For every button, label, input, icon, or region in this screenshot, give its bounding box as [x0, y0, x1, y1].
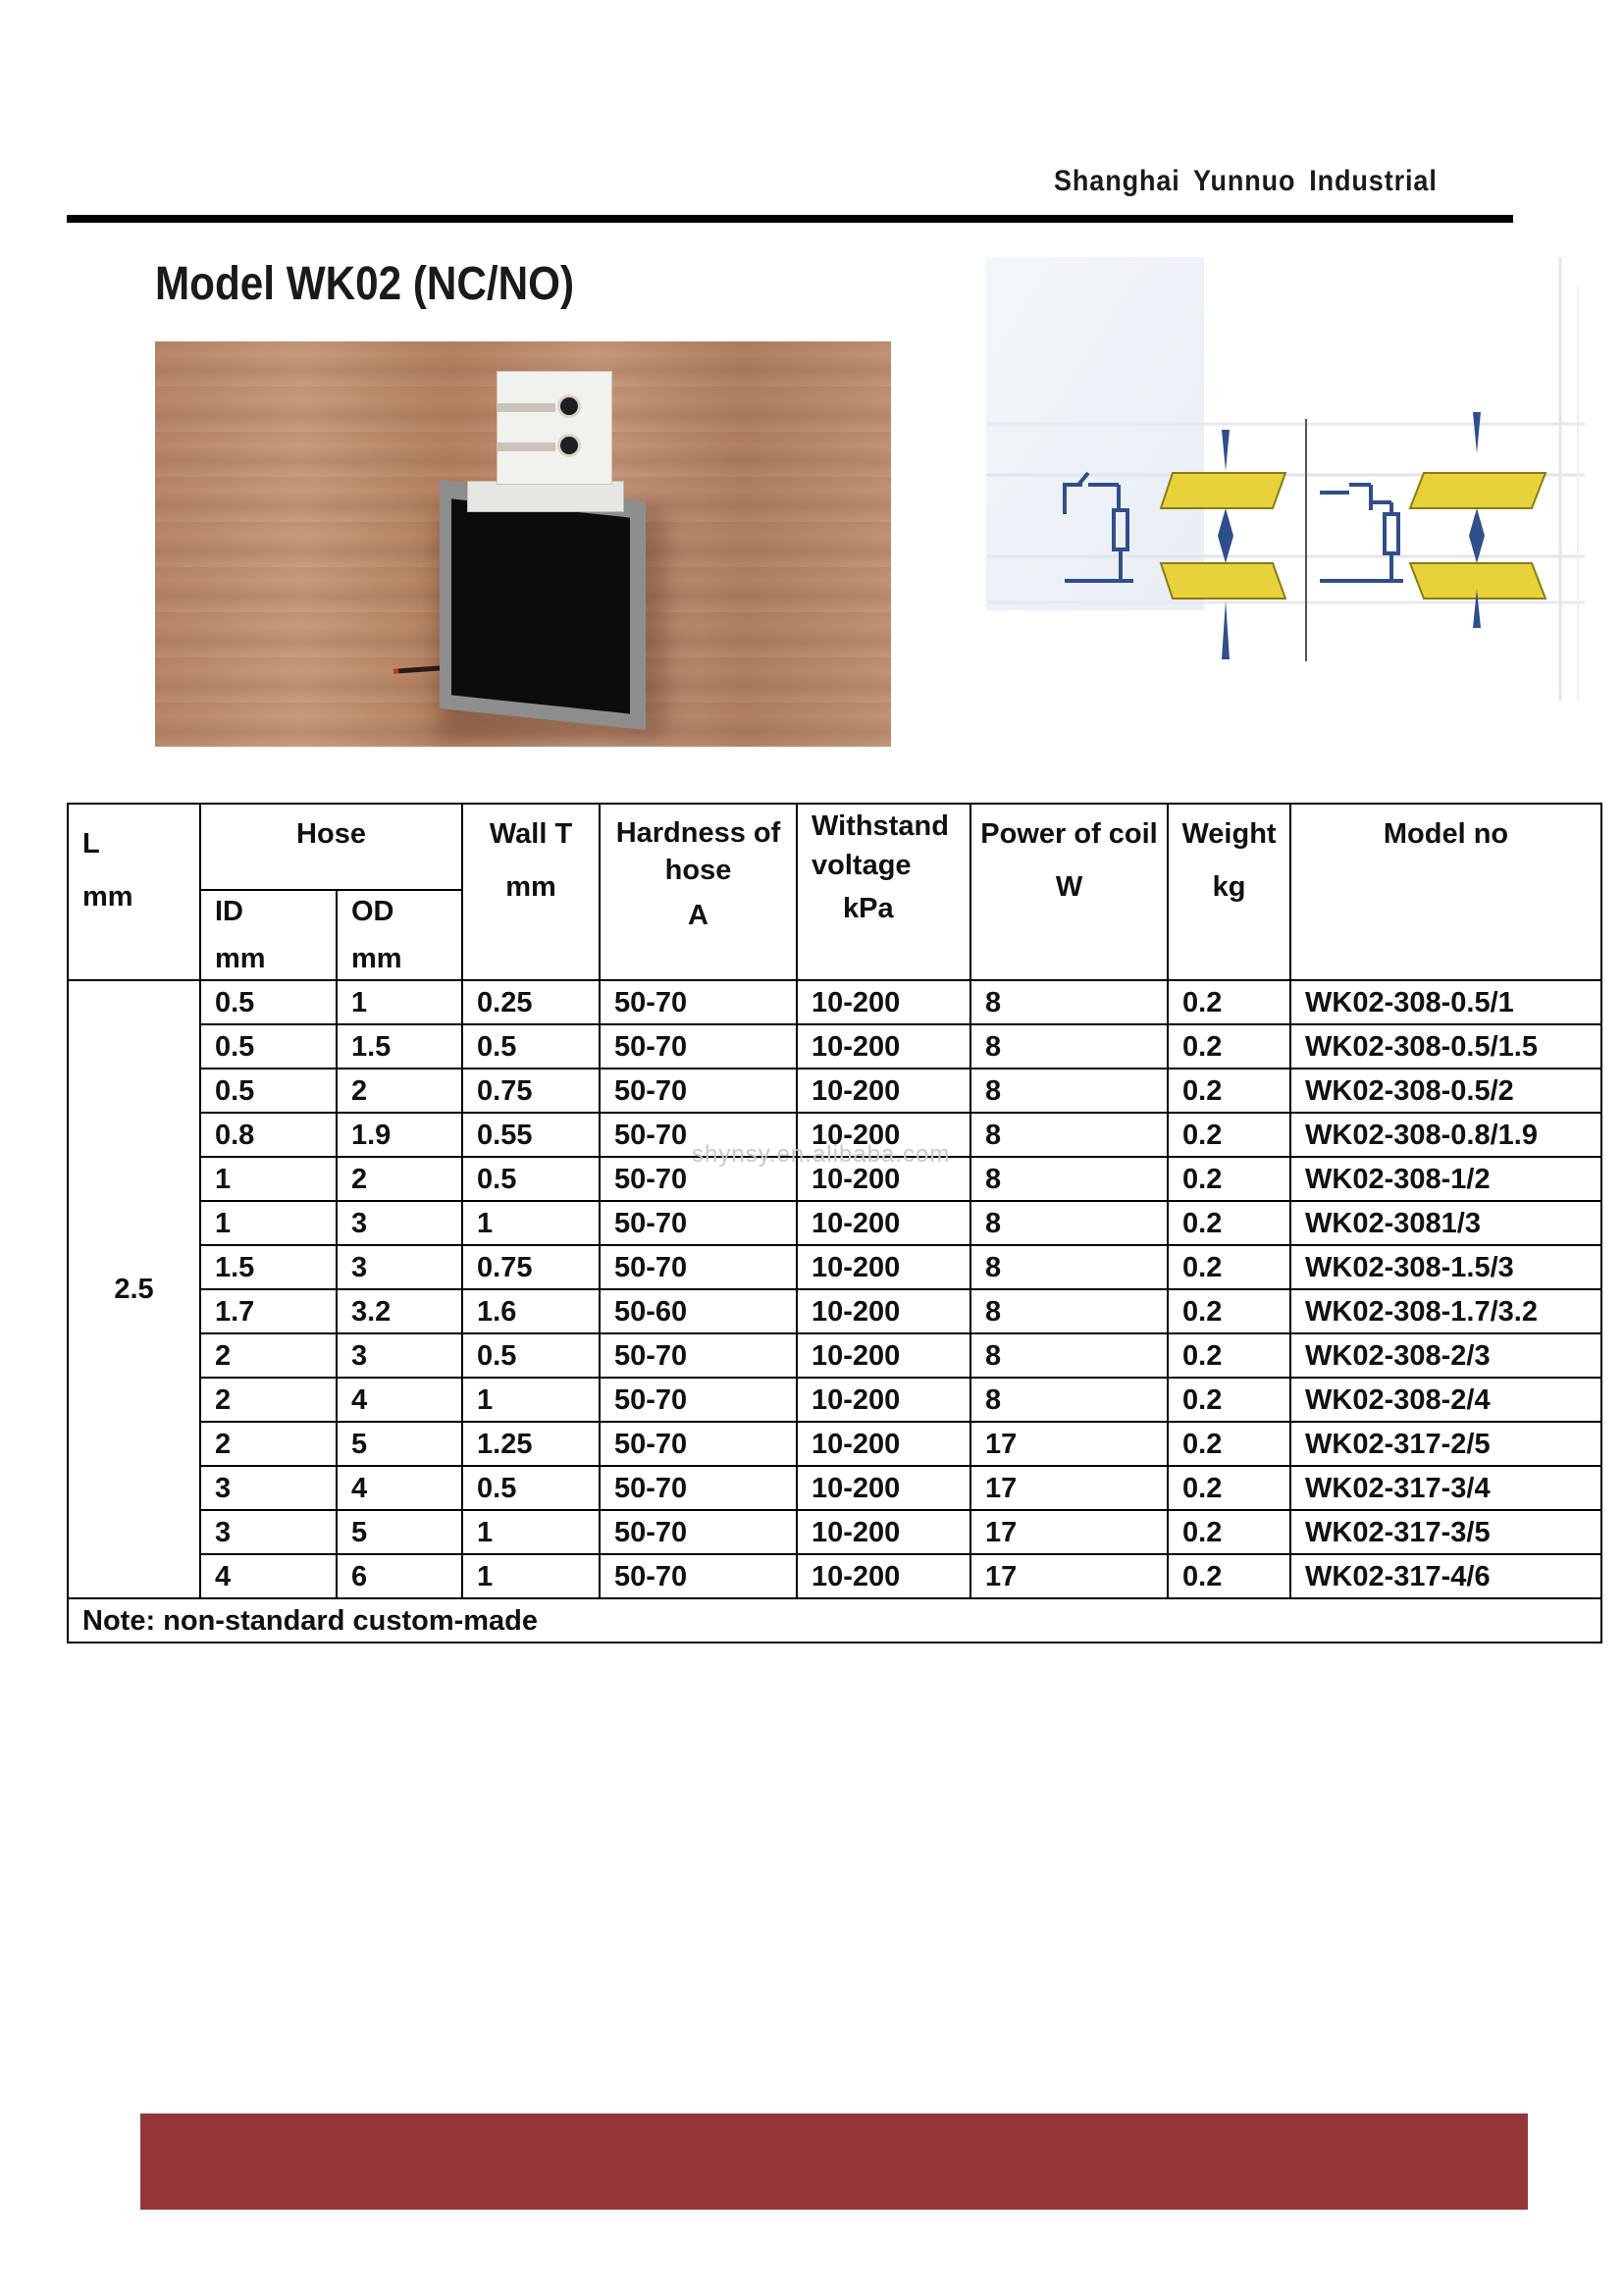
cell-weight: 0.2 [1168, 1113, 1290, 1157]
cell-id: 3 [200, 1510, 337, 1554]
header-od-label: OD [351, 896, 394, 927]
cell-model: WK02-308-2/4 [1290, 1378, 1601, 1422]
valve-collar [467, 481, 624, 512]
header-weight-label: Weight [1181, 818, 1277, 850]
header-od-unit: mm [351, 943, 402, 974]
header-wall-label: Wall T [489, 818, 573, 850]
cell-od: 3 [337, 1245, 462, 1289]
cell-wall: 1 [462, 1510, 600, 1554]
cell-hardness: 50-70 [600, 1378, 797, 1422]
header-hardness-unit: A [688, 900, 708, 931]
cell-id: 1.7 [200, 1289, 337, 1333]
cell-model: WK02-308-1.7/3.2 [1290, 1289, 1601, 1333]
cell-voltage: 10-200 [797, 1289, 970, 1333]
cell-model: WK02-317-2/5 [1290, 1422, 1601, 1466]
cell-od: 5 [337, 1510, 462, 1554]
header-voltage-label: Withstand voltage [812, 810, 949, 881]
hose-hole [557, 394, 581, 418]
header-rule [67, 215, 1513, 223]
cell-weight: 0.2 [1168, 1289, 1290, 1333]
cell-id: 0.5 [200, 1069, 337, 1113]
cell-model: WK02-308-0.5/2 [1290, 1069, 1601, 1113]
cell-id: 1.5 [200, 1245, 337, 1289]
cell-model: WK02-308-1.5/3 [1290, 1245, 1601, 1289]
page-title: Model WK02 (NC/NO) [155, 258, 575, 310]
cell-voltage: 10-200 [797, 1157, 970, 1201]
cell-power: 8 [970, 980, 1168, 1024]
spec-table [67, 803, 1602, 1643]
table-row [68, 1466, 1601, 1510]
table-note: Note: non-standard custom-made [68, 1598, 1601, 1643]
cell-hardness: 50-70 [600, 1201, 797, 1245]
cell-od: 4 [337, 1466, 462, 1510]
cell-power: 17 [970, 1510, 1168, 1554]
header-power [970, 804, 1168, 980]
cell-model: WK02-3081/3 [1290, 1201, 1601, 1245]
cell-weight: 0.2 [1168, 1466, 1290, 1510]
cell-power: 8 [970, 1113, 1168, 1157]
cell-voltage: 10-200 [797, 1378, 970, 1422]
cell-od: 3 [337, 1201, 462, 1245]
cell-hardness: 50-70 [600, 1069, 797, 1113]
cell-id: 4 [200, 1554, 337, 1598]
cell-power: 8 [970, 1024, 1168, 1069]
cell-hardness: 50-70 [600, 1245, 797, 1289]
cell-model: WK02-308-1/2 [1290, 1157, 1601, 1201]
header-power-unit: W [1055, 871, 1083, 903]
table-row [68, 1554, 1601, 1598]
cell-hardness: 50-70 [600, 1466, 797, 1510]
cell-model: WK02-308-0.5/1 [1290, 980, 1601, 1024]
cell-wall: 0.75 [462, 1069, 600, 1113]
cell-id: 0.8 [200, 1113, 337, 1157]
watermark: shynsy.en.alibaba.com [692, 1141, 951, 1168]
product-photo [155, 341, 891, 747]
table-row [68, 1201, 1601, 1245]
header-l-label: L [82, 828, 100, 860]
cell-voltage: 10-200 [797, 1069, 970, 1113]
cell-voltage: 10-200 [797, 1201, 970, 1245]
cell-wall: 1.25 [462, 1422, 600, 1466]
cell-id: 2 [200, 1378, 337, 1422]
header-od [337, 890, 462, 980]
cell-voltage: 10-200 [797, 1422, 970, 1466]
cell-voltage: 10-200 [797, 1510, 970, 1554]
cell-power: 17 [970, 1554, 1168, 1598]
cell-power: 17 [970, 1422, 1168, 1466]
cell-power: 8 [970, 1333, 1168, 1378]
cell-id: 1 [200, 1157, 337, 1201]
cell-hardness: 50-70 [600, 1554, 797, 1598]
cell-weight: 0.2 [1168, 1069, 1290, 1113]
cell-wall: 0.55 [462, 1113, 600, 1157]
cell-od: 1.5 [337, 1024, 462, 1069]
cell-weight: 0.2 [1168, 1554, 1290, 1598]
cell-hardness: 50-70 [600, 1157, 797, 1201]
cell-weight: 0.2 [1168, 1157, 1290, 1201]
cell-od: 1 [337, 980, 462, 1024]
header-model: Model no [1290, 804, 1601, 980]
cell-wall: 1 [462, 1201, 600, 1245]
no-valve-symbol [1410, 412, 1545, 628]
pinch-valve-diagram [986, 257, 1585, 701]
table-row [68, 1289, 1601, 1333]
cell-wall: 0.25 [462, 980, 600, 1024]
table-row [68, 1510, 1601, 1554]
cell-wall: 1 [462, 1554, 600, 1598]
cell-hardness: 50-60 [600, 1289, 797, 1333]
table-row [68, 1069, 1601, 1113]
header-id-label: ID [215, 896, 243, 927]
header-l [68, 804, 200, 980]
cell-model: WK02-308-0.8/1.9 [1290, 1113, 1601, 1157]
cell-weight: 0.2 [1168, 1333, 1290, 1378]
header-l-unit: mm [82, 881, 133, 913]
cell-model: WK02-317-3/4 [1290, 1466, 1601, 1510]
company-name: Shanghai Yunnuo Industrial [1054, 165, 1438, 197]
cell-wall: 0.5 [462, 1333, 600, 1378]
table-row [68, 1378, 1601, 1422]
table-row [68, 980, 1601, 1024]
clamp-slot [497, 443, 555, 451]
note-row [68, 1598, 1601, 1643]
cell-power: 8 [970, 1201, 1168, 1245]
header-weight-unit: kg [1212, 871, 1246, 903]
cell-id: 2 [200, 1422, 337, 1466]
cell-power: 8 [970, 1069, 1168, 1113]
cell-voltage: 10-200 [797, 1024, 970, 1069]
l-value: 2.5 [68, 980, 200, 1598]
cell-wall: 1 [462, 1378, 600, 1422]
header-wall [462, 804, 600, 980]
header-voltage-unit: kPa [843, 893, 894, 924]
cell-voltage: 10-200 [797, 980, 970, 1024]
cell-power: 17 [970, 1466, 1168, 1510]
cell-od: 6 [337, 1554, 462, 1598]
cell-weight: 0.2 [1168, 1024, 1290, 1069]
cell-voltage: 10-200 [797, 1113, 970, 1157]
no-switch-symbol [1320, 485, 1403, 581]
cell-id: 1 [200, 1201, 337, 1245]
cell-od: 5 [337, 1422, 462, 1466]
hose-clamp-block [497, 371, 612, 485]
cell-od: 1.9 [337, 1113, 462, 1157]
cell-voltage: 10-200 [797, 1466, 970, 1510]
cell-power: 8 [970, 1245, 1168, 1289]
cell-weight: 0.2 [1168, 1378, 1290, 1422]
footer-band [140, 2113, 1528, 2210]
cell-id: 2 [200, 1333, 337, 1378]
cell-wall: 0.5 [462, 1466, 600, 1510]
cell-od: 3 [337, 1333, 462, 1378]
clamp-slot [497, 403, 555, 412]
cell-hardness: 50-70 [600, 1024, 797, 1069]
cell-hardness: 50-70 [600, 980, 797, 1024]
header-id-unit: mm [215, 943, 266, 974]
header-power-label: Power of coil [980, 818, 1158, 850]
cell-power: 8 [970, 1157, 1168, 1201]
cell-model: WK02-317-3/5 [1290, 1510, 1601, 1554]
table-row [68, 1024, 1601, 1069]
header-hardness [600, 804, 797, 980]
cell-hardness: 50-70 [600, 1422, 797, 1466]
cell-od: 4 [337, 1378, 462, 1422]
table-row [68, 1422, 1601, 1466]
table-row [68, 1333, 1601, 1378]
cell-model: WK02-308-0.5/1.5 [1290, 1024, 1601, 1069]
cell-model: WK02-317-4/6 [1290, 1554, 1601, 1598]
cell-od: 2 [337, 1069, 462, 1113]
header-hardness-label: Hardness of hose [615, 817, 781, 886]
cell-weight: 0.2 [1168, 1422, 1290, 1466]
cell-voltage: 10-200 [797, 1554, 970, 1598]
cell-voltage: 10-200 [797, 1333, 970, 1378]
hose-hole [557, 434, 581, 457]
cell-weight: 0.2 [1168, 1510, 1290, 1554]
cell-hardness: 50-70 [600, 1333, 797, 1378]
cell-model: WK02-308-2/3 [1290, 1333, 1601, 1378]
header-weight [1168, 804, 1290, 980]
cell-power: 8 [970, 1378, 1168, 1422]
cell-wall: 0.5 [462, 1157, 600, 1201]
cell-id: 0.5 [200, 980, 337, 1024]
cell-id: 3 [200, 1466, 337, 1510]
cell-od: 2 [337, 1157, 462, 1201]
cell-wall: 0.75 [462, 1245, 600, 1289]
cell-wall: 0.5 [462, 1024, 600, 1069]
header-hose: Hose [200, 804, 462, 890]
header-wall-unit: mm [505, 871, 556, 903]
cell-hardness: 50-70 [600, 1510, 797, 1554]
header-voltage [797, 804, 970, 980]
cell-voltage: 10-200 [797, 1245, 970, 1289]
table-row [68, 1245, 1601, 1289]
cell-id: 0.5 [200, 1024, 337, 1069]
cell-weight: 0.2 [1168, 1245, 1290, 1289]
coil-body [451, 498, 630, 713]
cell-power: 8 [970, 1289, 1168, 1333]
cell-weight: 0.2 [1168, 1201, 1290, 1245]
cell-wall: 1.6 [462, 1289, 600, 1333]
cell-weight: 0.2 [1168, 980, 1290, 1024]
cell-od: 3.2 [337, 1289, 462, 1333]
header-id [200, 890, 337, 980]
cell-hardness: 50-70 [600, 1113, 797, 1157]
